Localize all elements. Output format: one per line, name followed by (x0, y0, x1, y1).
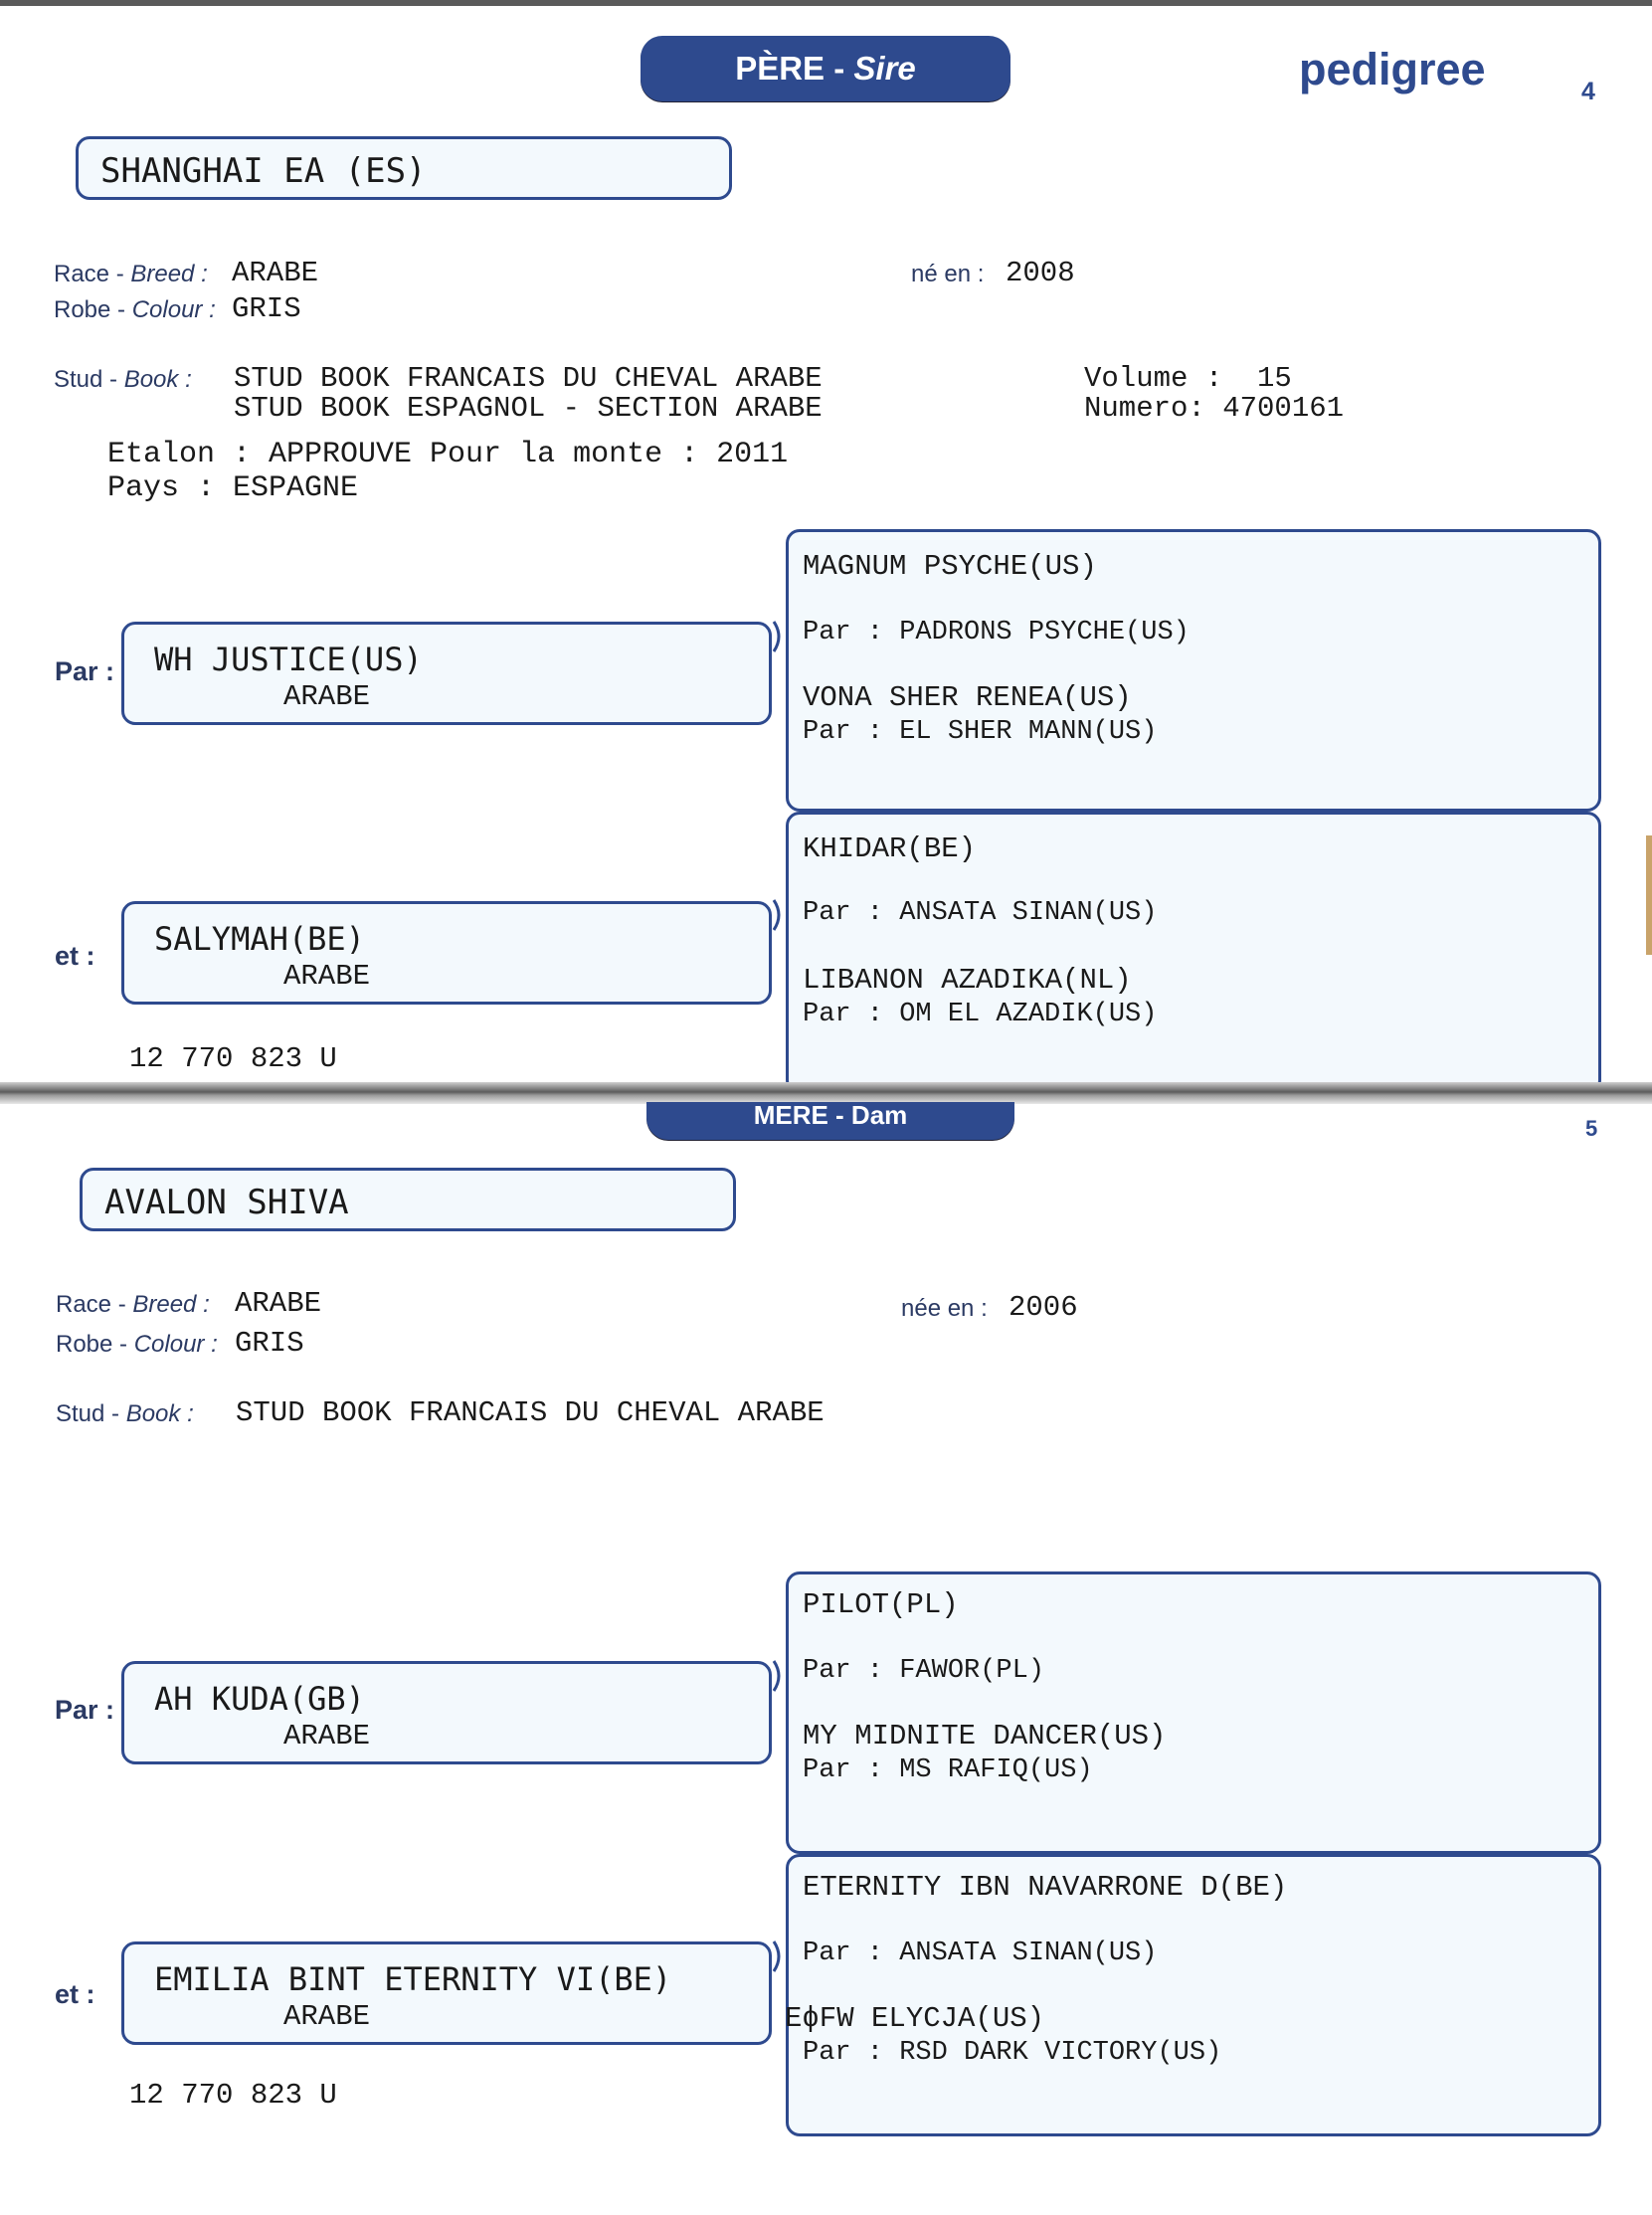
registration-code-2: 12 770 823 U (129, 2079, 337, 2112)
granddam-par-2: Par : MS RAFIQ(US) (803, 1755, 1093, 1785)
dam-name: SALYMAH(BE) (154, 920, 365, 958)
born-label: né en : (911, 261, 985, 287)
breed-label-en-2: Breed : (132, 1291, 210, 1318)
sire-box-2 (121, 1661, 772, 1764)
dam-box-2 (121, 1941, 772, 2045)
etalon-line: Etalon : APPROUVE Pour la monte : 2011 (107, 438, 789, 471)
breed-value: ARABE (232, 257, 319, 289)
breed-label-en: Breed : (130, 261, 208, 287)
dam-breed: ARABE (283, 960, 371, 993)
dam-name-2: EMILIA BINT ETERNITY VI(BE) (154, 1960, 672, 1998)
et-label: et : (55, 941, 95, 971)
colour-label-fr: Robe (54, 296, 111, 323)
dam-breed-2: ARABE (283, 2000, 371, 2033)
granddam-name: VONA SHER RENEA(US) (803, 681, 1132, 714)
dam-sire-name: KHIDAR(BE) (803, 832, 977, 865)
colour-label-en: Colour : (131, 296, 216, 323)
sire-name: WH JUSTICE(US) (154, 641, 423, 678)
horse-name: SHANGHAI EA (ES) (100, 151, 427, 191)
born-value: 2008 (1006, 257, 1075, 289)
dam-banner: MERE - Dam (646, 1102, 1014, 1140)
breed-label-fr-2: Race (56, 1291, 112, 1318)
stud-label-2: Stud - Book : (56, 1400, 194, 1427)
breed-label: Race - Breed : (54, 261, 208, 287)
horse-name-box (76, 136, 732, 200)
granddam-par: Par : EL SHER MANN(US) (803, 717, 1158, 747)
numero-line: Numero: 4700161 (1084, 392, 1345, 425)
colour-label: Robe - Colour : (54, 296, 216, 323)
dam-sire-par-2: Par : ANSATA SINAN(US) (803, 1938, 1158, 1968)
colour-value: GRIS (232, 292, 301, 325)
pays-line: Pays : ESPAGNE (107, 471, 359, 505)
sire-box (121, 622, 772, 725)
par-label-2: Par : (55, 1695, 115, 1725)
colour-label-en-2: Colour : (133, 1331, 218, 1358)
registration-code: 12 770 823 U (129, 1042, 337, 1075)
dam-sire-par: Par : ANSATA SINAN(US) (803, 898, 1158, 928)
sire-breed-2: ARABE (283, 1720, 371, 1753)
dam-box (121, 901, 772, 1005)
stud-label-fr: Stud (54, 366, 103, 393)
stud-label: Stud - Book : (54, 366, 192, 393)
horse-name-2: AVALON SHIVA (104, 1183, 349, 1222)
dam-dam-par: Par : OM EL AZADIK(US) (803, 1000, 1158, 1029)
stud-label-en: Book : (123, 366, 192, 393)
scan-top-edge (0, 0, 1652, 6)
stud-line-1-2: STUD BOOK FRANCAIS DU CHEVAL ARABE (236, 1396, 825, 1429)
granddam-name-2: MY MIDNITE DANCER(US) (803, 1720, 1167, 1753)
grandsire-box-2 (786, 1571, 1601, 1854)
dam-dam-name-2: EϕFW ELYCJA(US) (785, 2002, 1045, 2035)
grandsire-par: Par : PADRONS PSYCHE(US) (803, 618, 1190, 647)
page-fold (0, 1082, 1652, 1104)
horse-name-box-2 (80, 1168, 736, 1231)
colour-value-2: GRIS (235, 1327, 304, 1360)
volume-line: Volume : 15 (1084, 362, 1292, 395)
colour-label-2: Robe - Colour : (56, 1331, 218, 1358)
grandsire-box (786, 529, 1601, 812)
stud-line-2: STUD BOOK ESPAGNOL - SECTION ARABE (234, 392, 823, 425)
born-value-2: 2006 (1009, 1291, 1078, 1324)
stud-label-fr-2: Stud (56, 1400, 105, 1427)
scan-side-edge (1646, 835, 1652, 955)
dam-sire-name-2: ETERNITY IBN NAVARRONE D(BE) (803, 1871, 1288, 1904)
page-number: 4 (1581, 78, 1595, 105)
breed-label-2: Race - Breed : (56, 1291, 210, 1318)
sire-banner-sub: Sire (853, 50, 916, 87)
stud-line-1: STUD BOOK FRANCAIS DU CHEVAL ARABE (234, 362, 823, 395)
grandsire-par-2: Par : FAWOR(PL) (803, 1656, 1045, 1686)
dam-parents-box-2 (786, 1854, 1601, 2136)
dam-parents-box (786, 812, 1601, 1094)
et-label-2: et : (55, 1979, 95, 2009)
sire-banner (641, 36, 1010, 101)
par-label: Par : (55, 656, 115, 686)
sire-breed: ARABE (283, 680, 371, 713)
sire-name-2: AH KUDA(GB) (154, 1680, 365, 1718)
born-label-2: née en : (901, 1295, 988, 1322)
grandsire-name: MAGNUM PSYCHE(US) (803, 550, 1097, 583)
colour-label-fr-2: Robe (56, 1331, 113, 1358)
breed-label-fr: Race (54, 261, 110, 287)
page-number-2: 5 (1585, 1116, 1598, 1141)
stud-label-en-2: Book : (125, 1400, 194, 1427)
brand-title: pedigree (1299, 44, 1486, 94)
sire-banner-sep: - (825, 50, 854, 87)
grandsire-name-2: PILOT(PL) (803, 1588, 959, 1621)
sire-banner-main: PÈRE (735, 50, 826, 87)
dam-dam-par-2: Par : RSD DARK VICTORY(US) (803, 2038, 1222, 2068)
breed-value-2: ARABE (235, 1287, 322, 1320)
dam-dam-name: LIBANON AZADIKA(NL) (803, 964, 1132, 997)
